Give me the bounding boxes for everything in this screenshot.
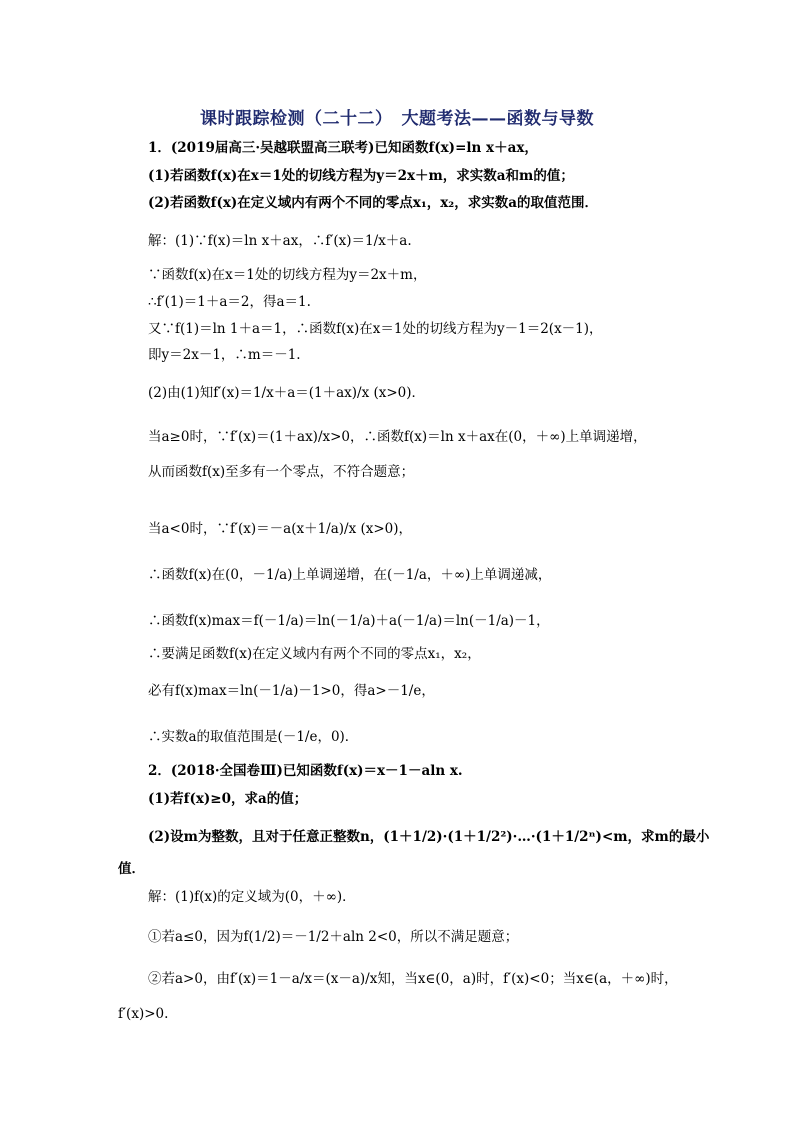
- solution-1-line-6: (2)由(1)知f′(x)＝1/x＋a＝(1＋ax)/x (x>0)．: [148, 385, 426, 401]
- solution-1-line-7: 当a≥0时，∵f′(x)＝(1＋ax)/x>0，∴函数f(x)＝ln x＋ax在(0，＋∞)上单调递增，: [148, 429, 647, 445]
- problem-1-part-1: (1)若函数f(x)在x＝1处的切线方程为y＝2x＋m，求实数a和m的值；: [148, 168, 574, 184]
- problem-2-part-2: (2)设m为整数，且对于任意正整数n，(1＋1/2)·(1＋1/2²)·…·(1＋1/2ⁿ)<m，求m的最小: [148, 829, 710, 845]
- solution-2-line-1: 解：(1)f(x)的定义域为(0，＋∞)．: [148, 889, 356, 905]
- document-title: 课时跟踪检测（二十二） 大题考法——函数与导数: [200, 109, 594, 129]
- solution-1-line-1: 解：(1)∵f(x)＝ln x＋ax，∴f′(x)＝1/x＋a.: [148, 233, 412, 249]
- solution-2-line-4: f′(x)>0.: [118, 1006, 169, 1022]
- solution-1-line-10: ∴函数f(x)在(0，－1/a)上单调递增，在(－1/a，＋∞)上单调递减，: [148, 567, 552, 583]
- solution-1-line-14: ∴实数a的取值范围是(－1/e，0)．: [148, 729, 359, 745]
- solution-1-line-8: 从而函数f(x)至多有一个零点，不符合题意；: [148, 464, 415, 480]
- solution-1-line-5: 即y＝2x－1，∴m＝－1.: [148, 347, 301, 363]
- problem-1-part-2: (2)若函数f(x)在定义域内有两个不同的零点x₁，x₂，求实数a的取值范围．: [148, 195, 598, 211]
- solution-1-line-11: ∴函数f(x)max＝f(－1/a)＝ln(－1/a)＋a(－1/a)＝ln(－1/a)－1，: [148, 613, 550, 629]
- problem-2-stem: 2．(2018·全国卷Ⅲ)已知函数f(x)＝x－1－aln x.: [148, 763, 463, 779]
- solution-2-line-2: ①若a≤0，因为f(1/2)＝－1/2＋aln 2<0，所以不满足题意；: [148, 929, 519, 945]
- problem-2-part-1: (1)若f(x)≥0，求a的值；: [148, 791, 308, 807]
- solution-1-line-13: 必有f(x)max＝ln(－1/a)－1>0，得a>－1/e，: [148, 683, 435, 699]
- problem-2-part-2-cont: 值．: [118, 861, 145, 877]
- problem-1-stem: 1．(2019届高三·吴越联盟高三联考)已知函数f(x)=ln x＋ax，: [148, 140, 538, 156]
- solution-2-line-3: ②若a>0，由f′(x)＝1－a/x＝(x－a)/x知，当x∈(0，a)时，f′(x)<0；当x∈(a，＋∞)时，: [148, 971, 678, 987]
- solution-1-line-12: ∴要满足函数f(x)在定义域内有两个不同的零点x₁，x₂，: [148, 646, 481, 662]
- solution-1-line-2: ∵函数f(x)在x＝1处的切线方程为y＝2x＋m，: [148, 267, 427, 283]
- solution-1-line-3: ∴f′(1)＝1＋a＝2，得a＝1.: [148, 294, 311, 310]
- solution-1-line-4: 又∵f(1)＝ln 1＋a＝1，∴函数f(x)在x＝1处的切线方程为y－1＝2(x－1)，: [148, 321, 603, 337]
- solution-1-line-9: 当a<0时，∵f′(x)＝－a(x＋1/a)/x (x>0)，: [148, 521, 413, 537]
